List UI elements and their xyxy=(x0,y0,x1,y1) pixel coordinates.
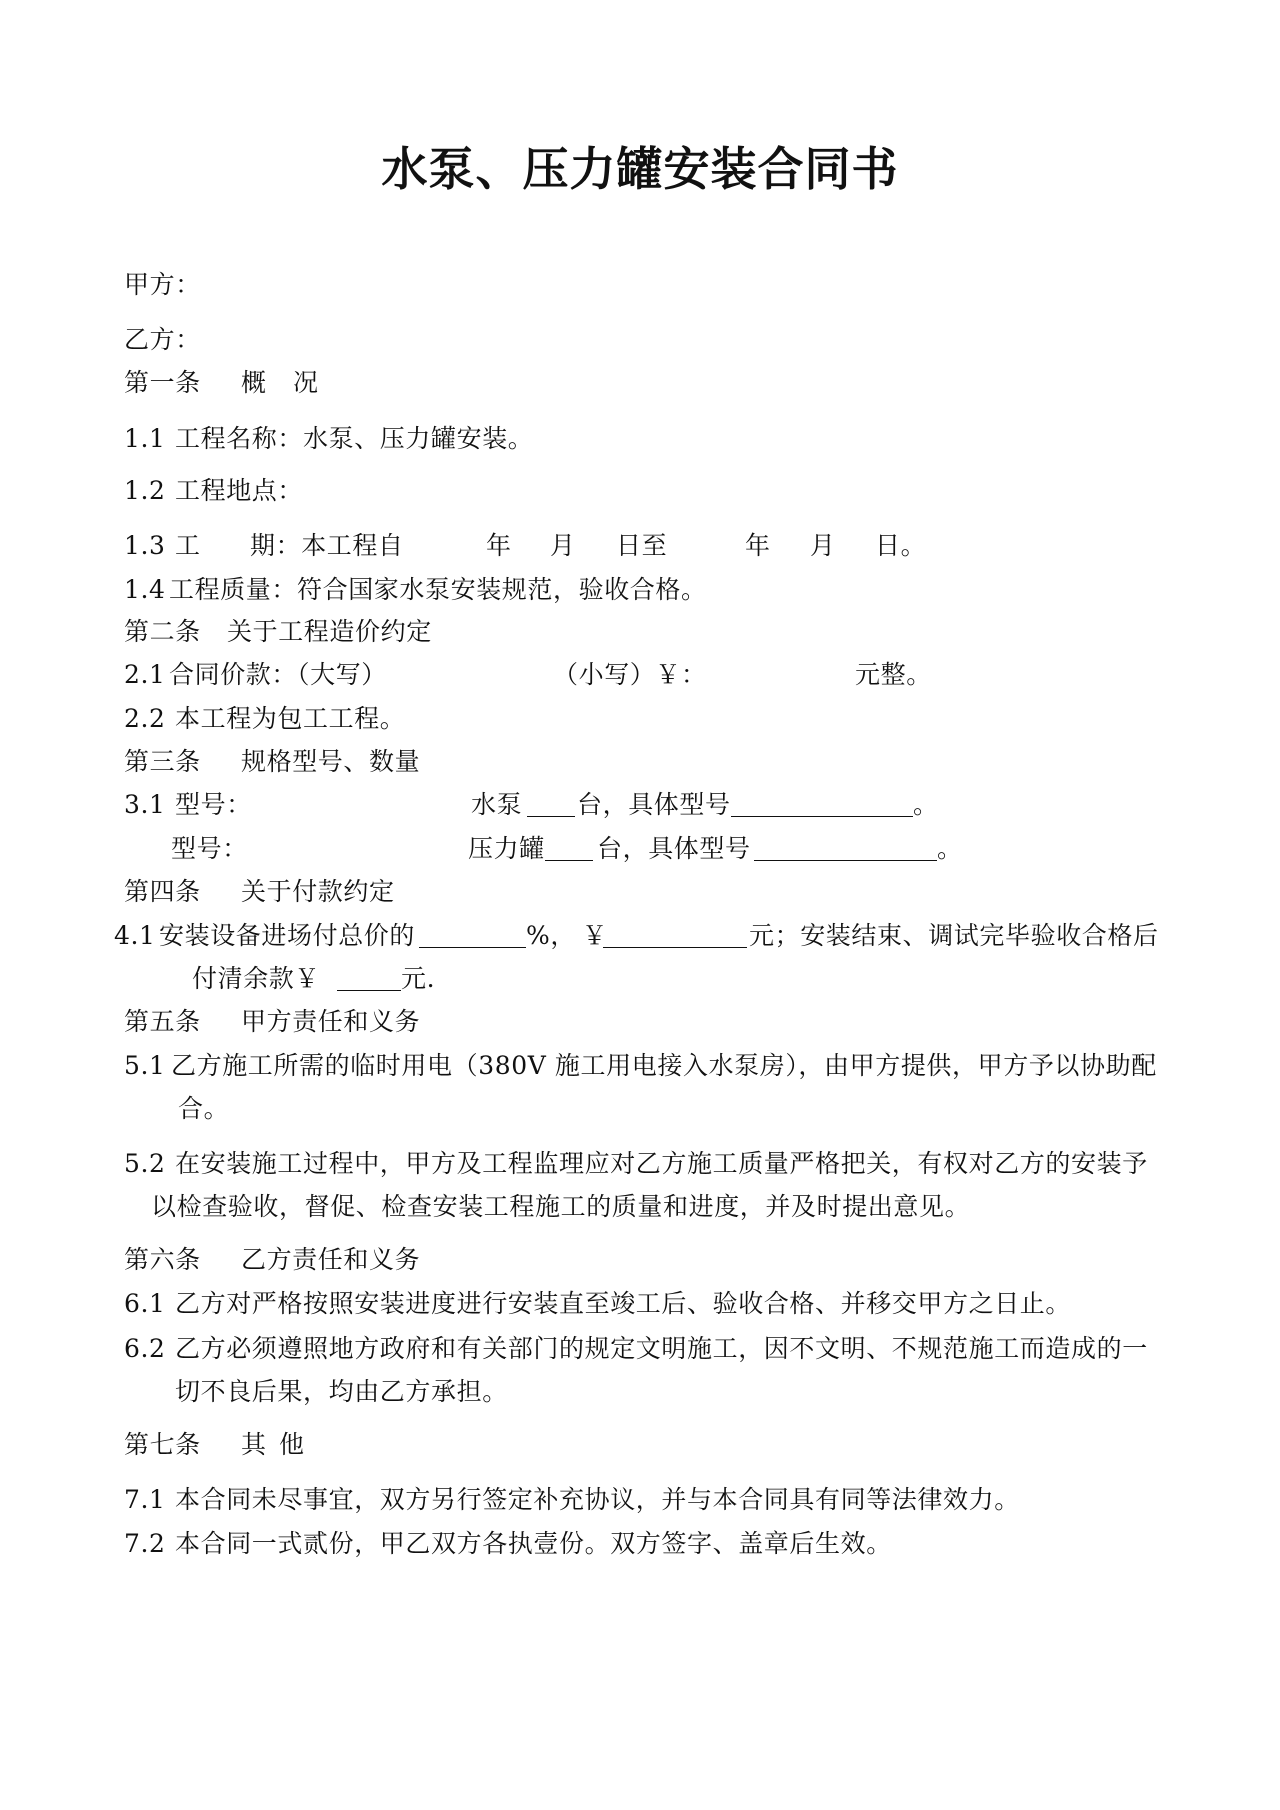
clause-2-1 xyxy=(0,659,1280,691)
clause-text: 在安装施工过程中，甲方及工程监理应对乙方施工质量严格把关，有权对乙方的安装予 xyxy=(175,1149,1148,1178)
start-year-label: 年 xyxy=(486,531,512,560)
clause-text: 合。 xyxy=(178,1094,230,1123)
clause-6-2 xyxy=(0,1333,1280,1365)
article-5-heading: 甲方责任和义务 xyxy=(241,1007,421,1036)
clause-number: 4.1 xyxy=(114,921,156,950)
clause-text-part: 元；安装结束、调试完毕验收合格后 xyxy=(749,921,1159,950)
clause-1-1 xyxy=(0,423,1280,455)
end-month-label: 月 xyxy=(810,531,836,560)
clause-5-1-continuation xyxy=(0,1093,1280,1125)
article-7-heading-part: 其 xyxy=(241,1430,267,1459)
clause-1-2 xyxy=(0,475,1280,507)
clause-3-1-pump xyxy=(0,789,1280,821)
clause-text-part: 安装设备进场付总价的 xyxy=(159,921,416,950)
article-5-heading-line xyxy=(0,1006,1280,1038)
article-7-heading-line xyxy=(0,1429,1280,1461)
unit-model-label: 台，具体型号 xyxy=(597,834,751,863)
clause-text: 本工程为包工工程。 xyxy=(175,704,406,733)
contract-title: 水泵、压力罐安装合同书 xyxy=(381,142,899,196)
clause-text: 切不良后果，均由乙方承担。 xyxy=(175,1377,508,1406)
clause-5-2-continuation xyxy=(0,1191,1280,1223)
article-6-heading-line xyxy=(0,1244,1280,1276)
clause-number: 7.1 xyxy=(124,1485,166,1514)
article-6-number: 第六条 xyxy=(124,1245,201,1274)
price-capital-label: 合同价款：（大写） xyxy=(169,660,387,689)
article-4-heading: 关于付款约定 xyxy=(241,877,395,906)
clause-1-4 xyxy=(0,574,1280,606)
clause-text: 工程质量：符合国家水泵安装规范，验收合格。 xyxy=(169,575,707,604)
article-4-heading-line xyxy=(0,876,1280,908)
clause-text: 乙方施工所需的临时用电（380V 施工用电接入水泵房），由甲方提供，甲方予以协助配 xyxy=(171,1051,1157,1080)
party-a-line xyxy=(0,269,1280,301)
article-5-number: 第五条 xyxy=(124,1007,201,1036)
period-mark: 。 xyxy=(937,834,963,863)
clause-text-part: 工 xyxy=(175,531,201,560)
article-2-number: 第二条 xyxy=(124,617,201,646)
clause-6-1 xyxy=(0,1288,1280,1320)
article-2-heading: 关于工程造价约定 xyxy=(227,617,432,646)
article-3-number: 第三条 xyxy=(124,747,201,776)
clause-text: 本合同一式贰份，甲乙双方各执壹份。双方签字、盖章后生效。 xyxy=(175,1529,892,1558)
pump-model-blank xyxy=(731,789,913,817)
percentage-blank xyxy=(419,920,526,948)
clause-text-part: 元. xyxy=(401,964,436,993)
clause-number: 2.1 xyxy=(124,660,166,689)
clause-3-1-tank xyxy=(0,833,1280,865)
model-label: 型号： xyxy=(171,834,248,863)
clause-4-1 xyxy=(0,920,1280,952)
yuan-sign: ￥ xyxy=(582,921,608,950)
clause-1-3 xyxy=(0,530,1280,562)
clause-text: 工程地点： xyxy=(175,476,304,505)
clause-number: 5.1 xyxy=(124,1051,166,1080)
clause-number: 3.1 xyxy=(124,790,166,819)
article-1-number: 第一条 xyxy=(124,368,201,397)
clause-number: 7.2 xyxy=(124,1529,166,1558)
price-unit-label: 元整。 xyxy=(855,660,932,689)
clause-text: 乙方对严格按照安装进度进行安装直至竣工后、验收合格、并移交甲方之日止。 xyxy=(175,1289,1072,1318)
clause-7-2 xyxy=(0,1528,1280,1560)
pressure-tank-label: 压力罐 xyxy=(468,834,545,863)
price-numeric-label: （小写）￥： xyxy=(553,660,707,689)
party-a-label: 甲方： xyxy=(124,270,201,299)
pump-quantity-blank xyxy=(527,789,575,817)
clause-text-part: 付清余款￥ xyxy=(192,964,321,993)
period-mark: 。 xyxy=(913,790,939,819)
tank-model-blank xyxy=(754,833,937,861)
model-label: 型号： xyxy=(175,790,252,819)
article-7-heading-part: 他 xyxy=(279,1430,305,1459)
advance-amount-blank xyxy=(603,920,747,948)
clause-number: 2.2 xyxy=(124,704,166,733)
clause-5-1 xyxy=(0,1050,1280,1082)
clause-text: 乙方必须遵照地方政府和有关部门的规定文明施工，因不文明、不规范施工而造成的一 xyxy=(175,1334,1148,1363)
party-b-label: 乙方： xyxy=(124,325,201,354)
article-1-heading-part: 概 xyxy=(241,368,267,397)
end-day-label: 日。 xyxy=(875,531,927,560)
clause-5-2 xyxy=(0,1148,1280,1180)
percent-sign: %， xyxy=(526,921,576,950)
clause-number: 1.2 xyxy=(124,476,166,505)
clause-text: 以检查验收，督促、检查安装工程施工的质量和进度，并及时提出意见。 xyxy=(151,1192,971,1221)
clause-text: 工程名称：水泵、压力罐安装。 xyxy=(175,424,534,453)
clause-7-1 xyxy=(0,1484,1280,1516)
clause-number: 1.4 xyxy=(124,575,166,604)
clause-2-2 xyxy=(0,703,1280,735)
clause-number: 5.2 xyxy=(124,1149,166,1178)
clause-number: 6.2 xyxy=(124,1334,166,1363)
start-month-label: 月 xyxy=(550,531,576,560)
unit-model-label: 台，具体型号 xyxy=(577,790,731,819)
article-4-number: 第四条 xyxy=(124,877,201,906)
balance-amount-blank xyxy=(337,963,401,991)
article-2-heading-line xyxy=(0,616,1280,648)
article-1-heading-part: 况 xyxy=(293,368,319,397)
clause-number: 1.1 xyxy=(124,424,166,453)
pump-label: 水泵 xyxy=(471,790,523,819)
article-7-number: 第七条 xyxy=(124,1430,201,1459)
party-b-line xyxy=(0,324,1280,356)
clause-4-1-continuation xyxy=(0,963,1280,995)
clause-number: 1.3 xyxy=(124,531,166,560)
clause-number: 6.1 xyxy=(124,1289,166,1318)
clause-6-2-continuation xyxy=(0,1376,1280,1408)
article-3-heading-line xyxy=(0,746,1280,778)
article-1-heading-line xyxy=(0,367,1280,399)
start-day-label: 日至 xyxy=(616,531,668,560)
end-year-label: 年 xyxy=(745,531,771,560)
clause-text: 本合同未尽事宜，双方另行签定补充协议，并与本合同具有同等法律效力。 xyxy=(175,1485,1020,1514)
article-6-heading: 乙方责任和义务 xyxy=(241,1245,421,1274)
article-3-heading: 规格型号、数量 xyxy=(241,747,421,776)
clause-text-part: 期：本工程自 xyxy=(250,531,404,560)
tank-quantity-blank xyxy=(545,833,593,861)
